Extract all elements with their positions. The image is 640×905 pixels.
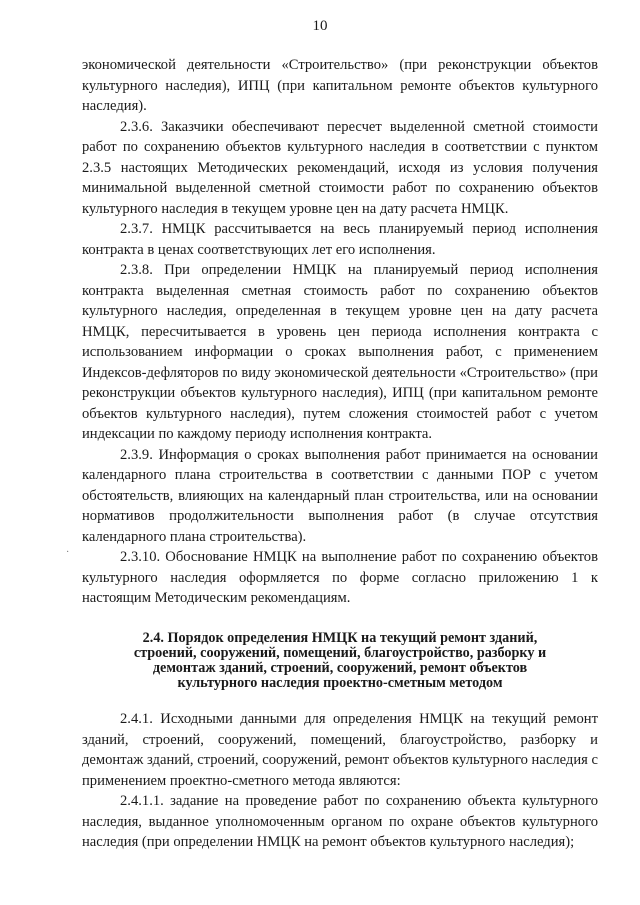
paragraph-2-4-1: 2.4.1. Исходными данными для определения НМЦК на текущий ремонт зданий, строений, сооружений, помещений, благоустройство, разборку и демонтаж зданий, строений, сооружений, ремонт объектов культурного наследия с применением проектно-сметного метода являются: <box>82 711 598 789</box>
paragraph-2-3-8: 2.3.8. При определении НМЦК на планируемый период исполнения контракта выделенная сметная стоимость работ по сохранению объектов культурного наследия, определенная в текущем уровне цен на дату расчета НМЦК, пересчитывается в уровень цен периода исполнения контракта с использованием информации о сроках выполнения работ, с применением Индексов-дефляторов по виду экономической деятельности «Строительство» (при реконструкции объектов культурного наследия), ИПЦ (при капитальном ремонте объектов культурного наследия), путем сложения стоимостей работ с учетом индексации по каждому периоду исполнения контракта. <box>82 262 598 442</box>
paragraph-2-3-10: 2.3.10. Обоснование НМЦК на выполнение работ по сохранению объектов культурного наследия оформляется по форме согласно приложению 1 к настоящим Методическим рекомендациям. <box>82 549 598 606</box>
section-heading-2-4: 2.4. Порядок определения НМЦК на текущий ремонт зданий, строений, сооружений, помещений, благоустройство, разборку и демонтаж зданий, строений, сооружений, ремонт объектов культурного наследия проектно-сметным методом <box>133 629 547 692</box>
paragraph-continuation: экономической деятельности «Строительство» (при реконструкции объектов культурного наследия), ИПЦ (при капитальном ремонте объектов культурного наследия). <box>82 57 598 114</box>
paragraph-2-3-6: 2.3.6. Заказчики обеспечивают пересчет выделенной сметной стоимости работ по сохранению объектов культурного наследия в соответствии с пунктом 2.3.5 настоящих Методических рекомендаций, исходя из условия получения минимальной выделенной сметной стоимости работ по сохранению объектов культурного наследия в текущем уровне цен на дату расчета НМЦК. <box>82 118 598 217</box>
paragraph-2-3-9: 2.3.9. Информация о сроках выполнения работ принимается на основании календарного плана строительства в соответствии с данными ПОР с учетом обстоятельств, влияющих на календарный план строительства, или на основании нормативов продолжительности выполнения работ (в случае отсутствия календарного плана строительства). <box>82 446 598 545</box>
paragraph-2-3-7: 2.3.7. НМЦК рассчитывается на весь планируемый период исполнения контракта в ценах соответствующих лет его исполнения. <box>82 221 598 258</box>
margin-mark: · <box>66 547 70 558</box>
document-body <box>82 55 598 853</box>
paragraph-2-4-1-1: 2.4.1.1. задание на проведение работ по сохранению объекта культурного наследия, выданное уполномоченным органом по охране объектов культурного наследия (при определении НМЦК на ремонт объектов культурного наследия); <box>82 793 598 851</box>
page-number: 10 <box>312 18 328 34</box>
